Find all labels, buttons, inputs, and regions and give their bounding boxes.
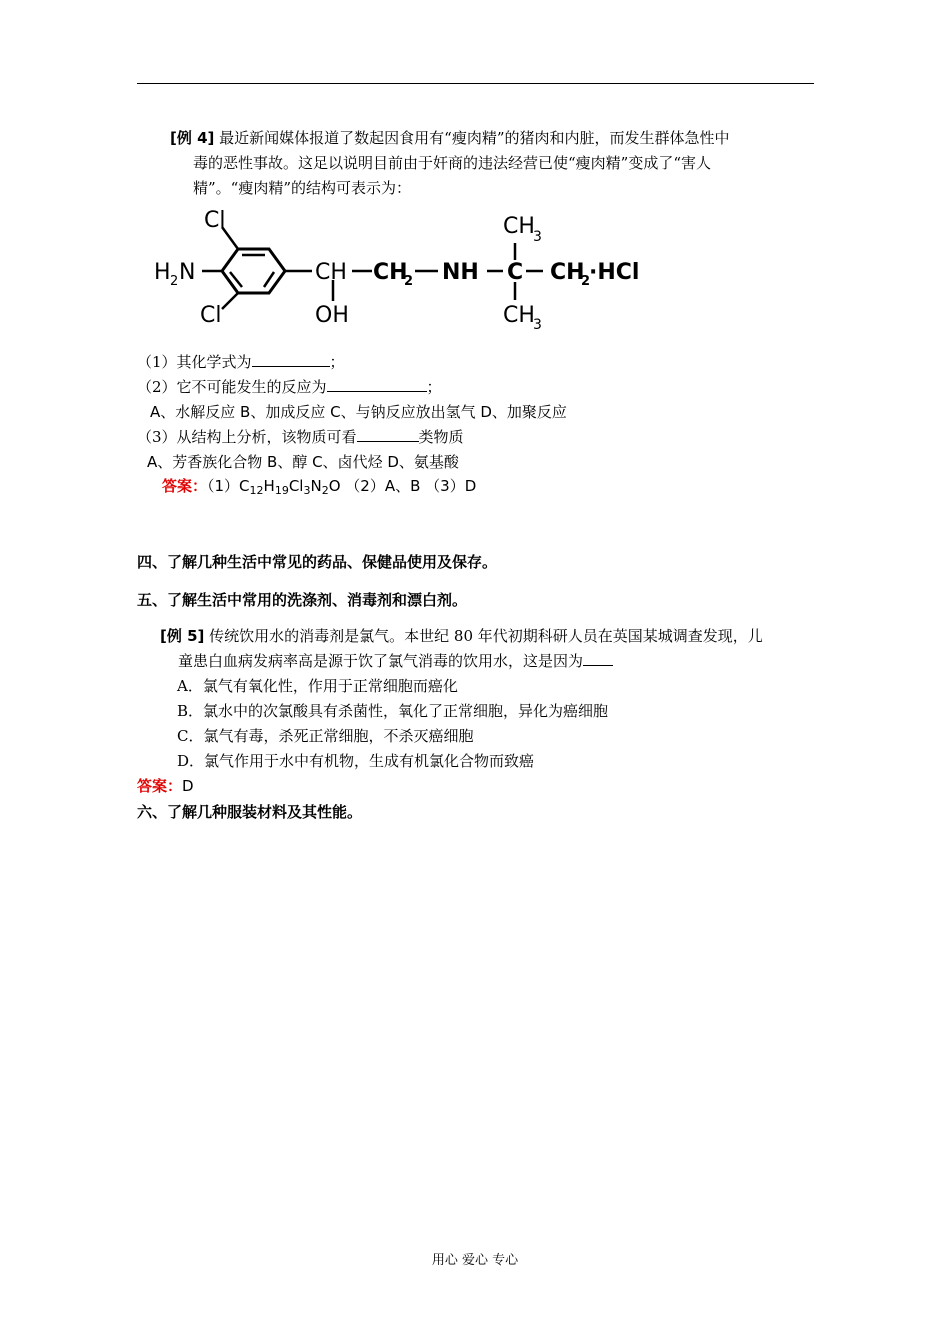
svg-text:N: N <box>179 260 196 285</box>
question2: （2）它不可能发生的反应为 ； <box>137 378 442 396</box>
svg-text:2: 2 <box>170 274 179 289</box>
answer-blank <box>357 427 419 442</box>
option-c: C．氯气有毒，杀死正常细胞，不杀灭癌细胞 <box>177 727 474 745</box>
ch2-hcl-label <box>550 260 639 289</box>
svg-text:H: H <box>154 260 171 285</box>
svg-text:3: 3 <box>533 317 542 333</box>
example5-text1: 传统饮用水的消毒剂是氯气。本世纪 80 年代初期科研人员在英国某城调查发现，儿 <box>209 627 763 645</box>
question1: （1）其化学式为 ； <box>137 353 345 371</box>
ring-inner-bonds <box>230 255 274 287</box>
example4-answer: 答案：$(1)C_{12}H_{19}Cl_3N_2O$ （2）A、B （3）D <box>162 477 477 497</box>
example5-line1 <box>160 626 763 646</box>
section-heading-4: 四、了解几种生活中常见的药品、保健品使用及保存。 <box>137 553 498 571</box>
header-rule <box>137 83 814 84</box>
example5-answer: 答案：D <box>137 777 194 795</box>
answer-blank <box>583 651 613 666</box>
option-a: A．氯气有氧化性，作用于正常细胞而癌化 <box>177 677 458 695</box>
ch3-bottom-label <box>503 303 542 333</box>
answer-blank <box>327 377 427 392</box>
option-b: B．氯水中的次氯酸具有杀菌性，氧化了正常细胞，异化为癌细胞 <box>177 702 609 720</box>
question3: （3）从结构上分析，该物质可看 类物质 <box>137 428 464 446</box>
example5-line2: 童患白血病发病率高是源于饮了氯气消毒的饮用水，这是因为 <box>178 651 613 671</box>
question3-options: A、芳香族化合物 B、醇 C、卤代烃 D、氨基酸 <box>147 453 459 471</box>
page-footer: 用心 爱心 专心 <box>431 1253 519 1268</box>
svg-text:·HCl: ·HCl <box>589 260 640 285</box>
section-heading-5: 五、了解生活中常用的洗涤剂、消毒剂和漂白剂。 <box>137 591 468 609</box>
oh-label: OH <box>315 303 349 328</box>
example4-text2: 毒的恶性事故。这足以说明目前由于奸商的违法经营已使“瘦肉精”变成了“害人 <box>193 154 712 172</box>
ch3-top-label <box>503 214 542 245</box>
example4-text3: 精”。“瘦肉精”的结构可表示为： <box>193 179 412 197</box>
svg-text:2: 2 <box>404 274 414 289</box>
question2-options: A、水解反应 B、加成反应 C、与钠反应放出氢气 D、加聚反应 <box>150 403 567 421</box>
option-d: D．氯气作用于水中有机物，生成有机氯化合物而致癌 <box>177 752 535 770</box>
svg-text:2: 2 <box>581 274 591 289</box>
svg-text:CH: CH <box>550 260 585 285</box>
answer-label: 答案： <box>162 477 208 495</box>
answer-label: 答案： <box>137 777 183 795</box>
example4-tag: [例 4] <box>170 129 215 147</box>
cl-bottom-label: Cl <box>200 303 222 328</box>
example5-tag: [例 5] <box>160 627 205 645</box>
example4-text1: 最近新闻媒体报道了数起因食用有“瘦肉精”的猪肉和内脏，而发生群体急性中 <box>219 129 730 147</box>
section-heading-6: 六、了解几种服装材料及其性能。 <box>137 803 363 821</box>
answer-blank <box>252 352 330 367</box>
ch-label: CH <box>315 260 347 285</box>
h2n-label <box>154 260 195 289</box>
svg-text:CH: CH <box>503 303 535 328</box>
example4-line1 <box>170 128 730 148</box>
svg-text:CH: CH <box>503 214 535 239</box>
ch2-first-label <box>373 260 413 289</box>
structural-formula <box>150 205 670 335</box>
svg-text:CH: CH <box>373 260 408 285</box>
nh-label: NH <box>442 260 479 285</box>
svg-text:3: 3 <box>533 229 542 245</box>
c-label: C <box>507 260 524 285</box>
cl-top-label: Cl <box>204 208 226 233</box>
